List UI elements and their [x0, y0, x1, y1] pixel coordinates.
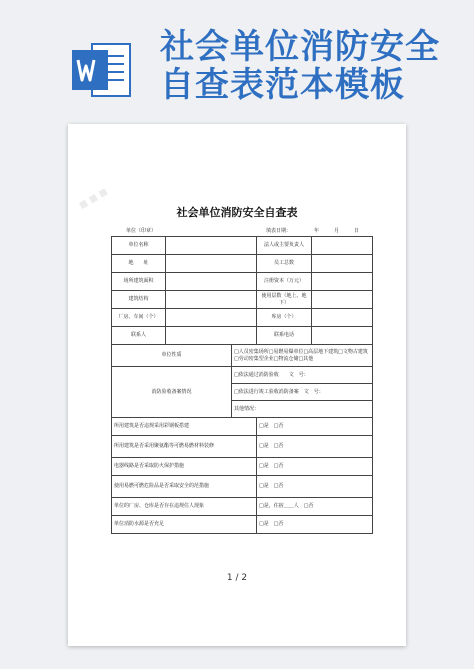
table-row: [112, 309, 373, 327]
table-row: [112, 436, 373, 458]
table-input-cell[interactable]: [166, 309, 257, 327]
check-options[interactable]: □是 □否: [257, 476, 373, 498]
table-row: [112, 498, 373, 516]
table-input-cell[interactable]: [166, 273, 257, 291]
watermark: ■ ■ ■: [77, 186, 110, 212]
table-label: 建筑结构: [112, 291, 166, 309]
table-row: [112, 273, 373, 291]
table-label: 库房（个）: [257, 309, 312, 327]
check-options[interactable]: □是，住宿＿＿人 □否: [257, 498, 373, 516]
table-input-cell[interactable]: [312, 273, 373, 291]
table-label: 厂房、车间（个）: [112, 309, 166, 327]
table-row: [112, 516, 373, 534]
table-input-cell[interactable]: [312, 291, 373, 309]
document-page: [68, 124, 406, 646]
page-number: 1 / 2: [226, 573, 248, 583]
table-row: [112, 327, 373, 345]
check-question: 所用建筑是否违规采用彩钢板搭建: [112, 418, 257, 436]
table-row: [112, 367, 373, 384]
banner-title-line2: 自查表范本模板: [160, 65, 405, 105]
table-input-cell[interactable]: [312, 255, 373, 273]
table-label: 联系人: [112, 327, 166, 345]
day-label: 日: [354, 228, 360, 234]
table-label: 使用层数（地上、地下）: [257, 291, 312, 309]
table-label: 法人或主要负责人: [257, 237, 312, 255]
table-label: 场所建筑面积: [112, 273, 166, 291]
table-input-cell[interactable]: [166, 237, 257, 255]
table-input-cell[interactable]: [166, 255, 257, 273]
filing-option[interactable]: □依法进行竣工验收消防备案 文 号：: [232, 384, 373, 401]
table-label: 单位名称: [112, 237, 166, 255]
table-label: 消防验收备案情况: [112, 367, 232, 418]
check-question: 所用建筑是否采用聚氨酯等可燃易燃材料装修: [112, 436, 257, 458]
word-icon: [70, 40, 132, 100]
check-options[interactable]: □是 □否: [257, 436, 373, 458]
table-row: [112, 255, 373, 273]
self-check-table: [111, 236, 373, 534]
month-label: 月: [334, 228, 340, 234]
table-row: [112, 345, 373, 367]
table-label: 单位性质: [112, 345, 232, 367]
table-label: 联系电话: [257, 327, 312, 345]
table-label: 地 址: [112, 255, 166, 273]
year-label: 年: [314, 228, 320, 234]
banner-title-line1: 社会单位消防安全: [160, 27, 440, 67]
table-row: [112, 291, 373, 309]
table-row: [112, 418, 373, 436]
unit-label: 单位（印章）: [126, 228, 157, 234]
acceptance-option[interactable]: □依法通过消防验收 文 号：: [232, 367, 373, 384]
check-question: 单位的厂房、仓库是否存在违规住人现象: [112, 498, 257, 516]
table-label: 员工总数: [257, 255, 312, 273]
table-input-cell[interactable]: [312, 327, 373, 345]
table-label: 注册资本（万元）: [257, 273, 312, 291]
table-input-cell[interactable]: [312, 237, 373, 255]
check-question: 使用易燃可燃危险品是否采取安全的范措施: [112, 476, 257, 498]
document-title: 社会单位消防安全自查表: [176, 206, 298, 219]
check-question: 单位消防水源是否充足: [112, 516, 257, 534]
other-info[interactable]: 其他情况：: [232, 401, 373, 418]
table-row: [112, 237, 373, 255]
header-banner: [0, 0, 474, 110]
check-options[interactable]: □是 □否: [257, 418, 373, 436]
table-row: [112, 476, 373, 498]
date-label: 填表日期：: [266, 228, 292, 234]
unit-type-options[interactable]: □人员密集场所□易燃易爆单位□高层地下建筑□文物古建筑□劳动密集型企业□物流仓储□其他: [232, 345, 373, 367]
table-row: [112, 458, 373, 476]
table-input-cell[interactable]: [312, 309, 373, 327]
table-input-cell[interactable]: [166, 291, 257, 309]
check-question: 电器线路是否采取防火保护措施: [112, 458, 257, 476]
table-input-cell[interactable]: [166, 327, 257, 345]
check-options[interactable]: □是 □否: [257, 458, 373, 476]
check-options[interactable]: □是 □否: [257, 516, 373, 534]
banner-title: [160, 28, 460, 104]
